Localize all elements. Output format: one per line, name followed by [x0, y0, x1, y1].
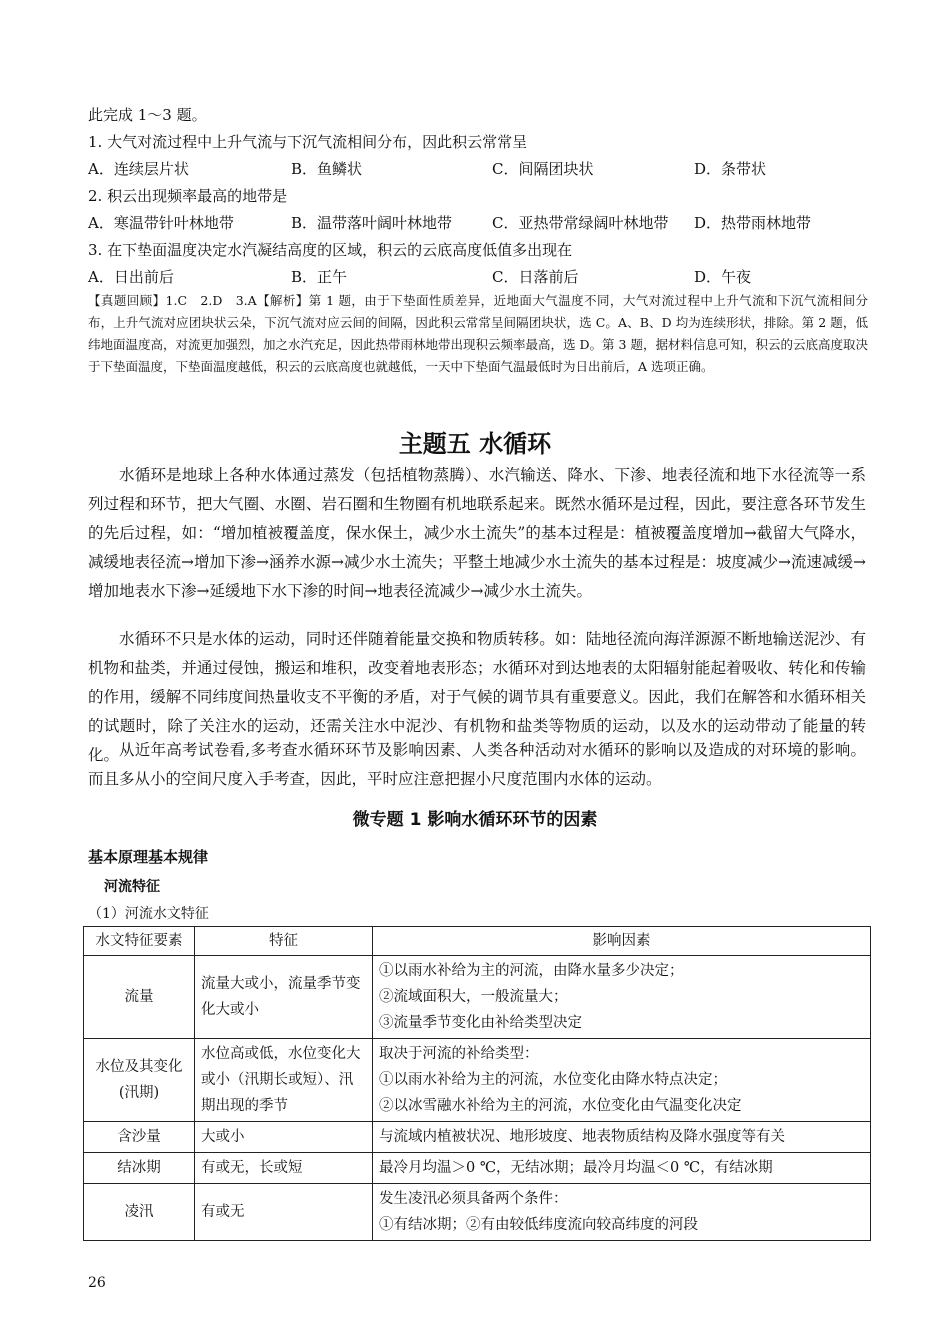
option-d: D．条带状	[694, 160, 767, 178]
factor-line: 发生凌汛必须具备两个条件：	[379, 1191, 568, 1207]
factor-line: ①以雨水补给为主的河流，水位变化由降水特点决定；	[379, 1072, 727, 1088]
cell-element: 结冰期	[84, 1153, 195, 1184]
option-c: C．日落前后	[492, 268, 579, 286]
factor-line: ①有结冰期；②有由较低纬度流向较高纬度的河段	[379, 1217, 698, 1233]
cell-element: 含沙量	[84, 1122, 195, 1153]
cell-feature: 有或无，长或短	[195, 1153, 373, 1184]
option-b: B．正午	[291, 268, 348, 286]
cell-factors	[373, 1184, 871, 1241]
factor-line: ②流域面积大，一般流量大；	[379, 989, 568, 1005]
header-feature: 特征	[195, 927, 373, 956]
cell-factors	[373, 1039, 871, 1122]
question-1-options	[88, 158, 888, 180]
table-header-row	[84, 927, 871, 956]
factor-line: ①以雨水补给为主的河流，由降水量多少决定；	[379, 963, 684, 979]
option-b: B．鱼鳞状	[291, 160, 363, 178]
question-3-options	[88, 266, 888, 288]
factor-line: 与流域内植被状况、地形坡度、地表物质结构及降水强度等有关	[379, 1129, 785, 1145]
header-factors: 影响因素	[373, 927, 871, 956]
question-3-stem: 3. 在下垫面温度决定水汽凝结高度的区域，积云的云底高度低值多出现在	[88, 241, 573, 259]
table-row	[84, 1039, 871, 1122]
factor-line: ②以冰雪融水补给为主的河流，水位变化由气温变化决定	[379, 1098, 742, 1114]
cell-element: 流量	[84, 956, 195, 1039]
option-d: D．午夜	[694, 268, 752, 286]
subsection-title: 河流特征	[104, 879, 160, 895]
factor-line: 最冷月均温＞0 ℃，无结冰期；最冷月均温＜0 ℃，有结冰期	[379, 1160, 773, 1176]
table-row	[84, 1122, 871, 1153]
option-a: A．连续层片状	[88, 160, 189, 178]
paragraph-2: 水循环不只是水体的运动，同时还伴随着能量交换和物质转移。如：陆地径流向海洋源源不断地输送泥沙、有机物和盐类，并通过侵蚀，搬运和堆积，改变着地表形态；水循环对到达地表的太阳辐射能起着吸收、转化和传输的作用，缓解不同纬度间热量收支不平衡的矛盾，对于气候的调节具有重要意义。因此，我们在解答和水循环相关的试题时，除了关注水的运动，还需关注水中泥沙、有机物和盐类等物质的运动，以及水的运动带动了能量的转化。	[88, 630, 866, 764]
cell-element: 凌汛	[84, 1184, 195, 1241]
cell-factors	[373, 1122, 871, 1153]
intro-line: 此完成 1～3 题。	[88, 106, 207, 124]
header-element: 水文特征要素	[84, 927, 195, 956]
option-a: A．日出前后	[88, 268, 174, 286]
page-number: 26	[88, 1275, 106, 1291]
theme-title: 主题五 水循环	[398, 430, 552, 458]
option-c: C．间隔团块状	[492, 160, 594, 178]
cell-feature: 有或无	[195, 1184, 373, 1241]
option-c: C．亚热带常绿阔叶林地带	[492, 214, 669, 232]
table-row	[84, 1153, 871, 1184]
cell-factors	[373, 1153, 871, 1184]
question-2-stem: 2. 积云出现频率最高的地带是	[88, 187, 288, 205]
paragraph-1: 水循环是地球上各种水体通过蒸发（包括植物蒸腾）、水汽输送、降水、下渗、地表径流和地下水径流等一系列过程和环节，把大气圈、水圈、岩石圈和生物圈有机地联系起来。既然水循环是过程，因此，要注意各环节发生的先后过程，如：“增加植被覆盖度，保水保土，减少水土流失”的基本过程是：植被覆盖度增加→截留大气降水，减缓地表径流→增加下渗→涵养水源→减少水土流失；平整土地减少水土流失的基本过程是：坡度减少→流速减缓→增加地表水下渗→延缓地下水下渗的时间→地表径流减少→减少水土流失。	[88, 466, 866, 600]
factor-line: 取决于河流的补给类型：	[379, 1046, 539, 1062]
cell-element: 水位及其变化(汛期)	[84, 1039, 195, 1122]
question-1-stem: 1. 大气对流过程中上升气流与下沉气流相间分布，因此积云常常呈	[88, 133, 528, 151]
paragraph-3: 从近年高考试卷看,多考查水循环环节及影响因素、人类各种活动对水循环的影响以及造成的对环境的影响。而且多从小的空间尺度入手考查，因此，平时应注意把握小尺度范围内水体的运动。	[88, 741, 866, 788]
table-row	[84, 1184, 871, 1241]
table-row	[84, 956, 871, 1039]
factor-line: ③流量季节变化由补给类型决定	[379, 1015, 582, 1031]
cell-feature: 流量大或小，流量季节变化大或小	[195, 956, 373, 1039]
section-title: 基本原理基本规律	[88, 848, 209, 866]
option-b: B．温带落叶阔叶林地带	[291, 214, 453, 232]
cell-feature: 水位高或低，水位变化大或小（汛期长或短）、汛期出现的季节	[195, 1039, 373, 1122]
table-caption: （1）河流水文特征	[88, 906, 209, 922]
subtopic-title: 微专题 1 影响水循环环节的因素	[352, 810, 598, 830]
option-d: D．热带雨林地带	[694, 214, 812, 232]
question-2-options	[88, 212, 888, 234]
option-a: A．寒温带针叶林地带	[88, 214, 234, 232]
answer-explanation: 【真题回顾】1.C 2.D 3.A【解析】第 1 题，由于下垫面性质差异，近地面大气温度不同，大气对流过程中上升气流和下沉气流相间分布，上升气流对应团块状云朵，下沉气流对应云间的间隔，因此积云常常呈间隔团块状，选 C。A、B、D 均为连续形状，排除。第 2 题，低纬地面温度高，对流更加强烈，加之水汽充足，因此热带雨林地带出现积云频率最高，选 D。第 3 题，据材料信息可知，积云的云底高度取决于下垫面温度，下垫面温度越低，积云的云底高度也就越低，一天中下垫面气温最低时为日出前后，A 选项正确。	[88, 293, 868, 374]
cell-feature: 大或小	[195, 1122, 373, 1153]
hydrology-table	[83, 926, 871, 1241]
cell-factors	[373, 956, 871, 1039]
